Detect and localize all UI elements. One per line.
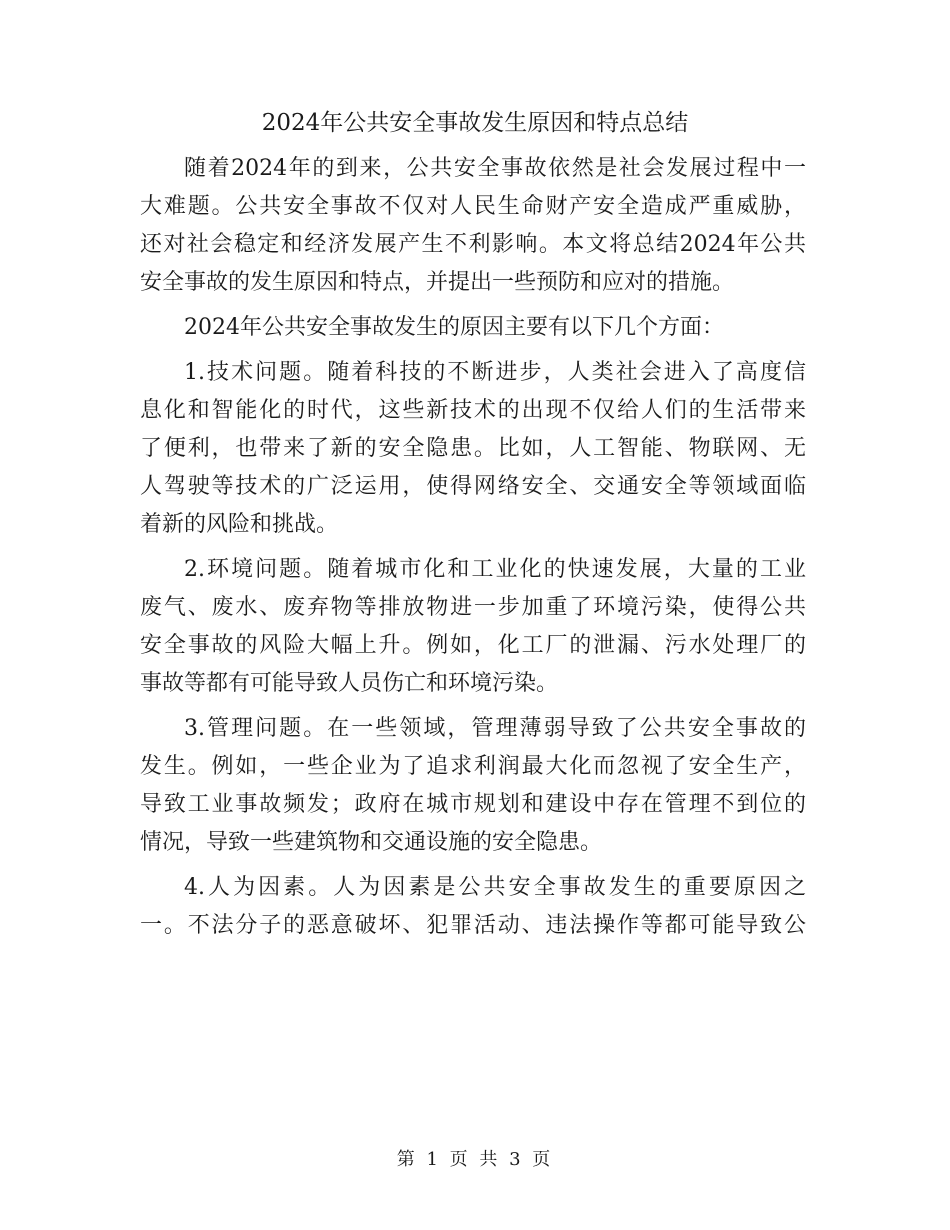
text-line: 情况，导致一些建筑物和交通设施的安全隐患。 xyxy=(140,830,603,855)
page-number-footer: 第 1 页 共 3 页 xyxy=(396,1149,554,1170)
paragraph-environment xyxy=(140,551,806,703)
text-line: 废气、废水、废弃物等排放物进一步加重了环境污染，使得公共 xyxy=(140,595,806,620)
text-line: 随着2024年的到来，公共安全事故依然是社会发展过程中一 xyxy=(184,156,806,181)
paragraph-intro xyxy=(140,150,806,302)
text-line: 了便利，也带来了新的安全隐患。比如，人工智能、物联网、无 xyxy=(140,436,806,461)
text-line: 1.技术问题。随着科技的不断进步，人类社会进入了高度信 xyxy=(184,360,806,385)
paragraph-technical xyxy=(140,354,806,544)
text-line: 导致工业事故频发；政府在城市规划和建设中存在管理不到位的 xyxy=(140,792,806,817)
text-line: 大难题。公共安全事故不仅对人民生命财产安全造成严重威胁， xyxy=(140,194,806,219)
document-body xyxy=(140,150,806,952)
text-line: 事故等都有可能导致人员伤亡和环境污染。 xyxy=(140,671,559,696)
text-line: 着新的风险和挑战。 xyxy=(140,512,339,537)
document-title: 2024年公共安全事故发生原因和特点总结 xyxy=(261,110,689,136)
text-line: 发生。例如，一些企业为了追求利润最大化而忽视了安全生产， xyxy=(140,754,806,779)
text-line: 一。不法分子的恶意破坏、犯罪活动、违法操作等都可能导致公 xyxy=(140,913,806,938)
text-line: 4.人为因素。人为因素是公共安全事故发生的重要原因之 xyxy=(184,875,806,900)
text-line: 息化和智能化的时代，这些新技术的出现不仅给人们的生活带来 xyxy=(140,398,806,423)
paragraph-management xyxy=(140,710,806,862)
text-line: 安全事故的发生原因和特点，并提出一些预防和应对的措施。 xyxy=(140,270,735,295)
text-line: 安全事故的风险大幅上升。例如，化工厂的泄漏、污水处理厂的 xyxy=(140,633,806,658)
text-line: 还对社会稳定和经济发展产生不利影响。本文将总结2024年公共 xyxy=(140,232,806,257)
text-line: 2.环境问题。随着城市化和工业化的快速发展，大量的工业 xyxy=(184,557,806,582)
paragraph-causes-intro xyxy=(140,309,806,347)
text-line: 2024年公共安全事故发生的原因主要有以下几个方面： xyxy=(184,315,724,340)
text-line: 3.管理问题。在一些领域，管理薄弱导致了公共安全事故的 xyxy=(184,716,806,741)
text-line: 人驾驶等技术的广泛运用，使得网络安全、交通安全等领域面临 xyxy=(140,474,806,499)
paragraph-human-factors xyxy=(140,869,806,945)
